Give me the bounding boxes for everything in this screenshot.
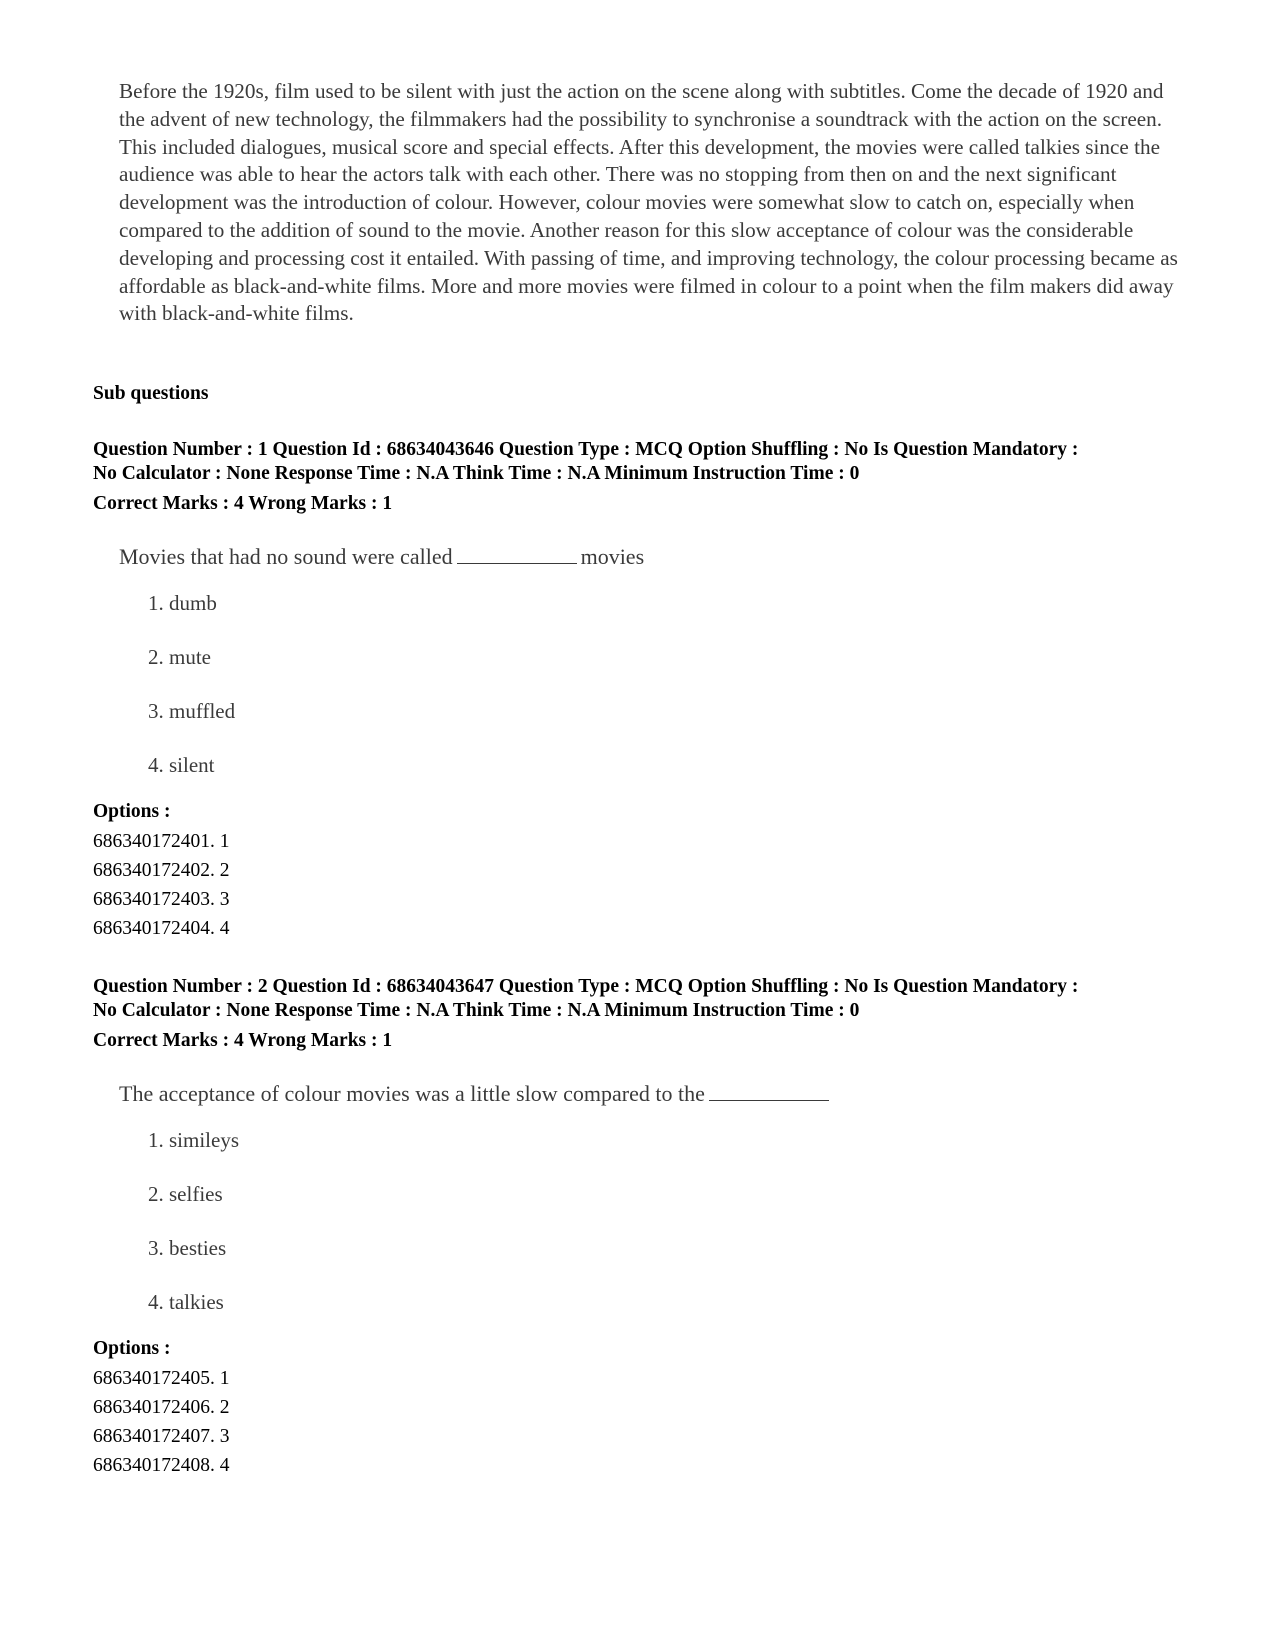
choice-item: 2. mute [148, 645, 211, 669]
option-id-item: 686340172402. 2 [93, 860, 230, 881]
choice-item: 1. dumb [148, 591, 217, 615]
question-meta-line-2: No Calculator : None Response Time : N.A Think Time : N.A Minimum Instruction Time : 0 [93, 1000, 860, 1021]
option-id-list [93, 827, 1213, 943]
choice-item: 4. talkies [148, 1290, 224, 1314]
question-text-before: Movies that had no sound were called [119, 544, 453, 569]
option-id-item: 686340172404. 4 [93, 918, 230, 939]
question-text [119, 543, 1213, 571]
option-id-list [93, 1364, 1213, 1480]
option-id-item: 686340172408. 4 [93, 1455, 230, 1476]
option-id-item: 686340172405. 1 [93, 1368, 230, 1389]
choice-list [148, 1126, 1213, 1342]
question-text-after: movies [580, 544, 645, 569]
choice-list [148, 589, 1213, 805]
option-id-item: 686340172406. 2 [93, 1397, 230, 1418]
option-id-item: 686340172407. 3 [93, 1426, 230, 1447]
sub-questions-heading: Sub questions [93, 383, 209, 404]
question-text-before: The acceptance of colour movies was a little slow compared to the [119, 1081, 705, 1106]
question-meta-line-1: Question Number : 2 Question Id : 68634043647 Question Type : MCQ Option Shuffling : No Is Question Mandatory : [93, 976, 1079, 997]
choice-item: 3. besties [148, 1236, 227, 1260]
choice-item: 4. silent [148, 753, 215, 777]
option-id-item: 686340172403. 3 [93, 889, 230, 910]
answer-blank [709, 1080, 829, 1101]
option-id-item: 686340172401. 1 [93, 831, 230, 852]
answer-blank [457, 543, 577, 564]
passage-text: Before the 1920s, film used to be silent with just the action on the scene along with subtitles. Come the decade of 1920 and the advent of new technology, the filmmakers had the possibility to synchronise a soundtrack with the action on the screen. This included dialogues, musical score and special effects. After this development, the movies were called talkies since the audience was able to hear the actors talk with each other. There was no stopping from then on and the next significant development was the introduction of colour. However, colour movies were somewhat slow to catch on, especially when compared to the addition of sound to the movie. Another reason for this slow acceptance of colour was the considerable developing and processing cost it entailed. With passing of time, and improving technology, the colour processing became as affordable as black-and-white films. More and more movies were filmed in colour to a point when the film makers did away with black-and-white films. [119, 79, 1178, 326]
choice-item: 1. simileys [148, 1128, 240, 1152]
question-block-2 [93, 975, 1213, 1480]
question-marks: Correct Marks : 4 Wrong Marks : 1 [93, 493, 393, 514]
options-heading: Options : [93, 801, 171, 822]
question-block-1 [93, 438, 1213, 943]
question-meta-line-2: No Calculator : None Response Time : N.A Think Time : N.A Minimum Instruction Time : 0 [93, 463, 860, 484]
choice-item: 3. muffled [148, 699, 236, 723]
question-text [119, 1080, 1213, 1108]
question-marks: Correct Marks : 4 Wrong Marks : 1 [93, 1030, 393, 1051]
question-meta-line-1: Question Number : 1 Question Id : 68634043646 Question Type : MCQ Option Shuffling : No Is Question Mandatory : [93, 439, 1079, 460]
options-heading: Options : [93, 1338, 171, 1359]
choice-item: 2. selfies [148, 1182, 223, 1206]
